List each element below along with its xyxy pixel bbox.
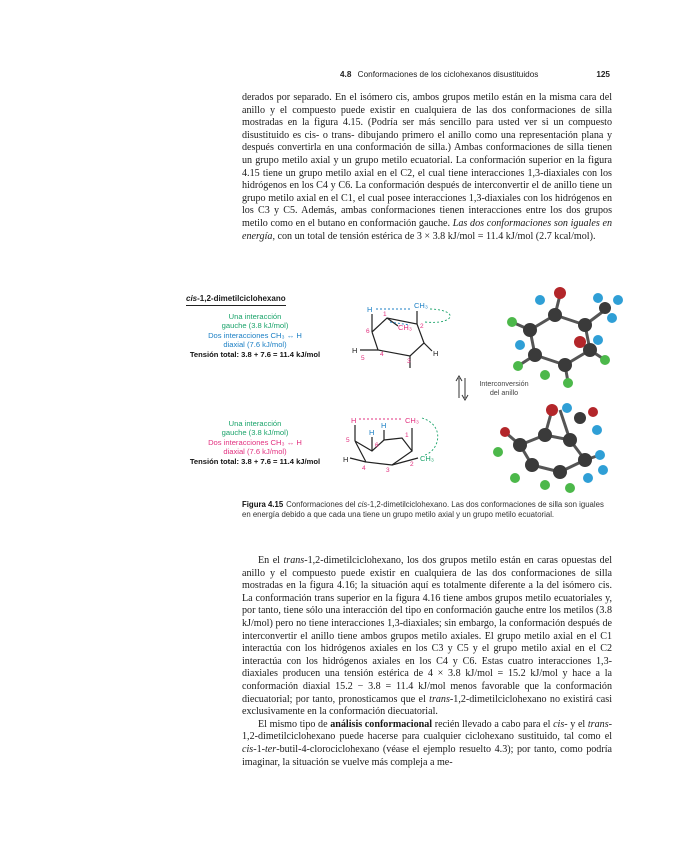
text-run: Conformaciones del	[286, 500, 358, 509]
atom-ball	[523, 323, 537, 337]
chair-bottom-bonds	[350, 425, 418, 465]
atom-ball	[595, 450, 605, 460]
atom-ball	[538, 428, 552, 442]
atom-ch3-gauche: CH₃	[398, 323, 412, 332]
text-run-italic: Las dos conformaciones son iguales en energía	[242, 217, 612, 242]
figure-caption	[242, 500, 614, 520]
total-strain: Tensión total: 3.8 + 7.6 = 11.4 kJ/mol	[189, 456, 321, 466]
model-top-bonds	[512, 295, 605, 382]
model-bottom	[493, 403, 608, 493]
atom-h: H	[367, 305, 373, 314]
model-top	[507, 287, 623, 388]
diaxial-label: Dos interacciones CH₃ ↔ H	[208, 330, 302, 340]
atom-ball	[493, 447, 503, 457]
atom-ball	[554, 287, 566, 299]
atom-ball	[540, 370, 550, 380]
atom-ball	[578, 453, 592, 467]
carbon-number: 3	[407, 358, 411, 365]
interconversion-line1: Interconversión	[479, 379, 529, 388]
carbon-number: 2	[420, 323, 424, 330]
section-number: 4.8	[340, 70, 352, 79]
atom-h: H	[433, 349, 439, 358]
atom-ball	[574, 336, 586, 348]
atom-ball	[548, 308, 562, 322]
text-run-italic: trans	[587, 718, 609, 730]
atom-ball	[553, 465, 567, 479]
text-run: -1,2-dimetilciclohexano, los dos grupos metilo están en caras opuestas del anillo y el compuesto puede existir en cualquiera de las dos conformaciones de silla mostradas en la figura 4.16; la situación aquí es totalmente diferente a la del isómero cis. La conformación trans superior en la figura 4.16 tiene ambos grupos metilo ecuatoriales y, por tanto, tiene sólo una interacción del tipo en conformación gauche entre los metilos (3.8 kJ/mol) pero no tiene interacciones 1,3-diaxiales; sin embargo, la conformación después de interconvertir el anillo tiene ambos grupos metilo axiales. El grupo metilo axial en el C1 interactúa con los hidrógenos axiales en los C3 y C5 y el grupo metilo axial en el C2 interactúa con los hidrógenos axiales en los C4 y C6. Estas cuatro interacciones 1,3-diaxiales producen una tensión estérica de 4 × 3.8 kJ/mol = 15.2 kJ/mol y hace a la conformación diaxial 15.2 − 3.8 = 11.4 kJ/mol menos favorable que la conformación diecuatorial; por tanto, pronosticamos que el	[242, 555, 613, 705]
page-number: 125	[596, 70, 610, 79]
atom-h: H	[352, 346, 358, 355]
gauche-label: Una interacción	[228, 312, 282, 321]
text-run-italic: cis-	[553, 718, 568, 730]
chair-top	[352, 301, 450, 368]
atom-ball	[513, 361, 523, 371]
diaxial-energy: diaxial (7.6 kJ/mol)	[223, 447, 287, 457]
carbon-number: 6	[375, 442, 379, 449]
atom-ball	[574, 412, 586, 424]
atom-ball	[598, 465, 608, 475]
gauche-label: Una interacción	[228, 419, 282, 428]
atom-ball	[599, 302, 611, 314]
text-run: -1,2-dimetilciclohexano no existirá casi exclusivamente en la conformación diecuatorial.	[242, 693, 612, 718]
text-run-italic: cis	[357, 500, 368, 509]
text-run-italic: cis	[242, 743, 254, 755]
atom-h: H	[381, 421, 387, 430]
carbon-number: 4	[362, 465, 366, 472]
text-run: recién llevado a cabo para el	[432, 718, 554, 730]
text-run: -1,2-dimetilciclohexano. Las dos conformaciones de silla son iguales en energía debido a que cada una tiene un grupo metilo axial y un grupo metilo ecuatorial.	[242, 500, 604, 520]
atom-ball	[583, 473, 593, 483]
carbon-number: 6	[366, 328, 370, 335]
gauche-interaction-arrow	[422, 418, 438, 455]
atom-ball	[593, 335, 603, 345]
atom-ball	[510, 473, 520, 483]
paragraph-trans-analysis	[242, 555, 612, 769]
compound-prefix: cis	[186, 294, 198, 303]
equilibrium-arrows	[456, 376, 468, 400]
atom-ball	[600, 355, 610, 365]
atom-ch3: CH₃	[420, 454, 434, 463]
text-run: El mismo tipo de	[258, 718, 331, 730]
chair-top-bonds	[360, 311, 432, 368]
key-term: análisis conformacional	[330, 718, 433, 730]
atom-ball	[578, 318, 592, 332]
atom-ball	[562, 403, 572, 413]
text-run: , con un total de tensión estérica de 3 × 3.8 kJ/mol = 11.4 kJ/mol (2.7 kcal/mol).	[272, 230, 596, 242]
atom-ball	[540, 480, 550, 490]
atom-ball	[588, 407, 598, 417]
carbon-number: 1	[383, 311, 387, 318]
chair-bottom	[343, 416, 438, 474]
text-run: y el	[567, 718, 588, 730]
atom-ball	[525, 458, 539, 472]
carbon-number: 1	[405, 432, 409, 439]
carbon-number: 3	[386, 467, 390, 474]
atom-ball	[535, 295, 545, 305]
atom-ball	[513, 438, 527, 452]
chair-bottom-numbers	[346, 432, 414, 474]
text-run-italic: trans	[429, 693, 450, 705]
interconversion-line2: del anillo	[489, 387, 519, 397]
gauche-energy: gauche (3.8 kJ/mol)	[221, 428, 289, 438]
atom-ball	[607, 313, 617, 323]
text-run-italic: trans	[283, 555, 305, 566]
atom-h: H	[369, 428, 375, 437]
atom-ch3: CH₃	[405, 416, 419, 425]
atom-ball	[546, 404, 558, 416]
text-run: En el	[258, 555, 284, 566]
text-run: -1-	[253, 743, 265, 755]
text-run: derados por separado. En el isómero cis, ambos grupos metilo están en la misma cara del anillo y el compuesto puede existir en cualquiera de las dos conformaciones de silla mostradas en la figura 4.15. (Podría ser más sencillo para usted ver si un compuesto disustituido es cis- o trans- dibujando primero el anillo como una representación plana y después convertirla en una conformación de silla.) Ambas conformaciones de silla tienen un grupo metilo axial y un grupo metilo ecuatorial. La conformación superior en la figura 4.15 tiene un grupo metilo axial en el C2, el cual tiene interacciones 1,3-diaxiales con los hidrógenos en los C4 y C6. La conformación después de interconvertir el de anillo tiene un grupo metilo axial en el C1, el cual posee interacciones 1,3-diaxiales con los hidrógenos en los C3 y C5. Además, ambas conformaciones tienen interacciones entre los dos grupos metilo como en el butano en conformación gauche.	[242, 92, 612, 229]
atom-ball	[563, 378, 573, 388]
atom-ball	[558, 358, 572, 372]
carbon-number: 5	[346, 437, 350, 444]
text-run: -butil-4-clorociclohexano (véase el ejemplo resuelto 4.3); por tanto, como podría imaginar, la situación se vuelve más compleja a me-	[242, 743, 612, 768]
gauche-energy: gauche (3.8 kJ/mol)	[221, 321, 289, 331]
carbon-number: 4	[380, 351, 384, 358]
carbon-number: 2	[410, 461, 414, 468]
diaxial-energy: diaxial (7.6 kJ/mol)	[223, 340, 287, 350]
atom-ball	[507, 317, 517, 327]
atom-ball	[515, 340, 525, 350]
atom-ball	[592, 425, 602, 435]
atom-ball	[593, 293, 603, 303]
diaxial-label: Dos interacciones CH₃ ↔ H	[208, 437, 302, 447]
total-strain: Tensión total: 3.8 + 7.6 = 11.4 kJ/mol	[189, 349, 321, 359]
section-title: Conformaciones de los ciclohexanos disustituidos	[357, 70, 539, 79]
figure-label: Figura 4.15	[242, 500, 284, 509]
atom-ball	[563, 433, 577, 447]
atom-ball	[528, 348, 542, 362]
text-run: -1,2-dimetilciclohexano puede hacerse para cualquier ciclohexano sustituido, tal como el	[242, 718, 613, 743]
atom-ch3: CH₃	[414, 301, 428, 310]
text-run-italic: ter	[265, 743, 277, 755]
gauche-interaction-arrow	[425, 309, 450, 322]
atom-h: H	[351, 416, 357, 425]
carbon-number: 5	[361, 355, 365, 362]
compound-name: -1,2-dimetilciclohexano	[197, 294, 286, 303]
atom-ball	[613, 295, 623, 305]
atom-ball	[500, 427, 510, 437]
atom-h: H	[343, 455, 349, 464]
atom-ball	[565, 483, 575, 493]
